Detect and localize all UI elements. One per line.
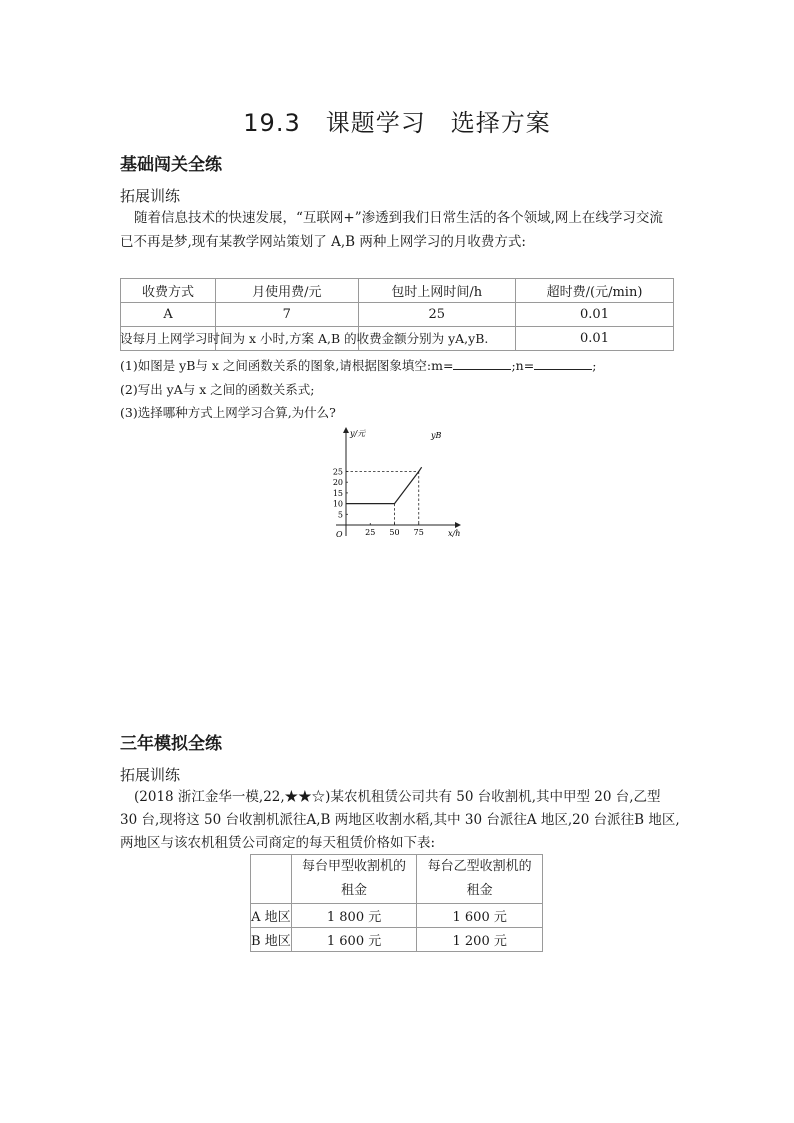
table-header-cell: 包时上网时间/h — [358, 279, 515, 303]
y-tick-label: 25 — [332, 467, 343, 477]
y-axis-label: y/元 — [350, 429, 366, 438]
question-2: (2)写出 yA与 x 之间的函数关系式; — [120, 382, 315, 397]
table-header-cell: 每台甲型收割机的租金 — [291, 855, 417, 904]
table-cell: 1 600 元 — [417, 904, 543, 928]
x-tick-label: 25 — [365, 528, 376, 537]
blank-n — [534, 355, 592, 370]
section2-heading: 三年模拟全练 — [120, 734, 222, 754]
table-cell: 25 — [358, 303, 515, 327]
question-1 — [120, 354, 596, 378]
table-row — [121, 303, 674, 327]
table-header-cell — [251, 855, 292, 904]
table-header-row — [121, 279, 674, 303]
table-cell: 0.01 — [516, 327, 674, 351]
table-cell: 1 600 元 — [291, 928, 417, 952]
y-tick-label: 20 — [332, 478, 343, 488]
table-header-row — [251, 855, 543, 904]
table-cell: A — [121, 303, 216, 327]
y-tick-label: 10 — [332, 499, 343, 509]
page-title: 19.3 课题学习 选择方案 — [243, 109, 551, 137]
series-line-yB — [346, 467, 422, 503]
x-tick-label: 50 — [389, 528, 400, 537]
function-graph — [320, 424, 470, 546]
section2-line-3: 两地区与该农机租赁公司商定的每天租赁价格如下表: — [120, 835, 436, 851]
table-row — [251, 928, 543, 952]
table-cell: 1 800 元 — [291, 904, 417, 928]
section2-line-1: (2018 浙江金华一模,22,★★☆)某农机租赁公司共有 50 台收割机,其中甲型 20 台,乙型 — [134, 789, 661, 805]
section2-subheading: 拓展训练 — [120, 766, 181, 784]
overlap-text: 设每月上网学习时间为 x 小时,方案 A,B 的收费金额分别为 yA,yB. — [120, 331, 489, 346]
table-header-cell: 超时费/(元/min) — [516, 279, 674, 303]
section1-subheading: 拓展训练 — [120, 187, 181, 205]
series-label: yB — [431, 431, 442, 440]
question-1-end: ; — [592, 358, 597, 373]
y-tick-label: 5 — [337, 510, 343, 520]
blank-m — [453, 355, 511, 370]
rent-table — [250, 854, 543, 952]
table-cell: 1 200 元 — [417, 928, 543, 952]
table-row — [251, 904, 543, 928]
table-cell: 0.01 — [516, 303, 674, 327]
origin-label: O — [336, 530, 343, 539]
table-cell: B 地区 — [251, 928, 292, 952]
x-axis-label: x/h — [448, 529, 461, 538]
table-header-cell: 收费方式 — [121, 279, 216, 303]
table-cell: A 地区 — [251, 904, 292, 928]
table-header-cell: 月使用费/元 — [216, 279, 359, 303]
intro-line-2: 已不再是梦,现有某教学网站策划了 A,B 两种上网学习的月收费方式: — [120, 234, 526, 250]
question-1-mid: ;n= — [511, 358, 535, 373]
intro-line-1: 随着信息技术的快速发展，“互联网+”渗透到我们日常生活的各个领域,网上在线学习交流 — [134, 210, 663, 226]
x-tick-label: 75 — [413, 528, 424, 537]
question-3: (3)选择哪种方式上网学习合算,为什么? — [120, 405, 336, 420]
table-header-cell: 每台乙型收割机的租金 — [417, 855, 543, 904]
question-1-text: (1)如图是 yB与 x 之间函数关系的图象,请根据图象填空:m= — [120, 358, 454, 373]
table-cell: 7 — [216, 303, 359, 327]
y-tick-label: 15 — [332, 488, 343, 498]
section2-line-2: 30 台,现将这 50 台收割机派往A,B 两地区收割水稻,其中 30 台派往A 地区,20 台派往B 地区, — [120, 812, 680, 828]
section1-heading: 基础闯关全练 — [120, 155, 222, 175]
